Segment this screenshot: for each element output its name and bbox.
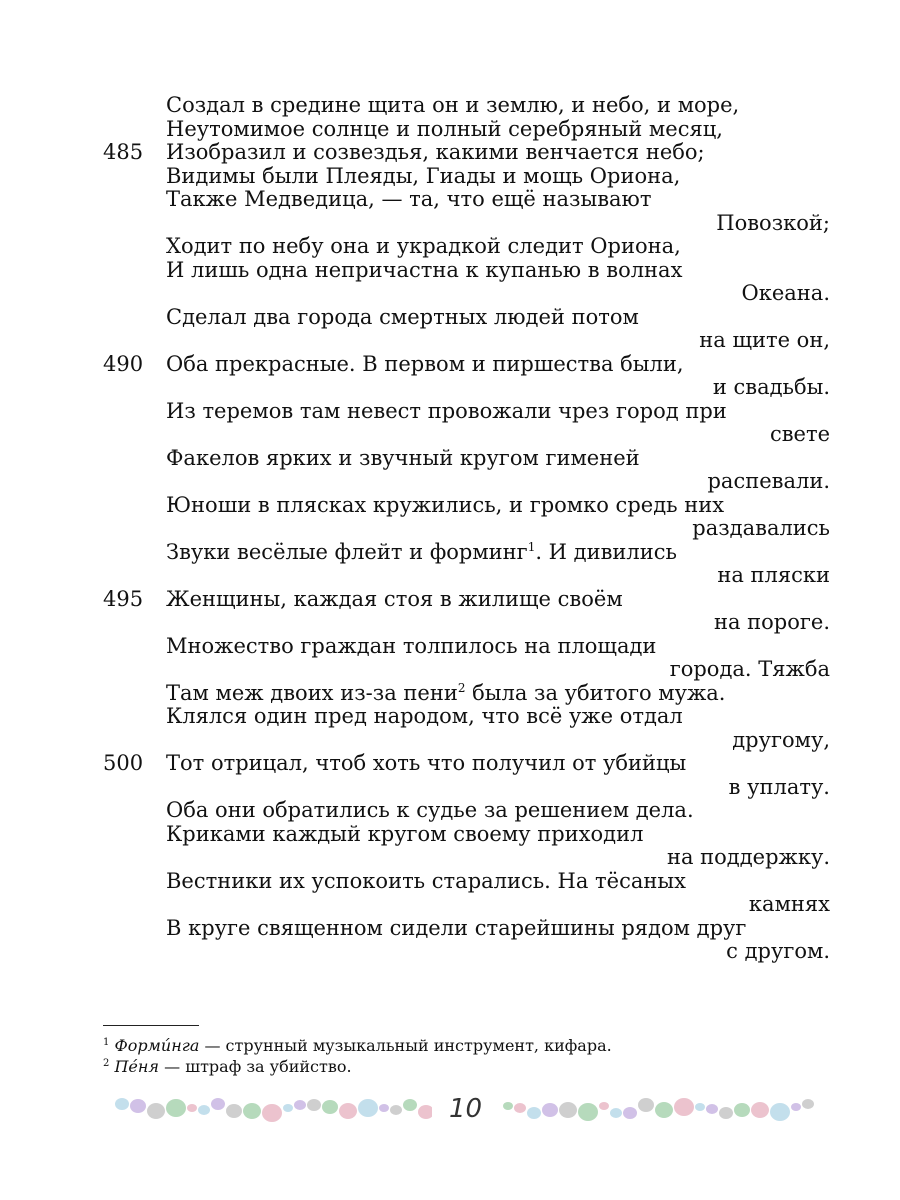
- decor-dot: [514, 1103, 526, 1113]
- decor-dot: [734, 1103, 750, 1117]
- verse-text-part: Также Медведица, — та, что ещё называют: [166, 187, 652, 211]
- decor-dot: [211, 1098, 225, 1110]
- verse-text: [166, 917, 746, 941]
- verse-continuation: Океана.: [741, 281, 830, 305]
- dot-ornament-right: [500, 1092, 820, 1128]
- verse-text: [166, 752, 686, 776]
- verse-continuation: свете: [769, 422, 830, 446]
- verse-text-part: Вестники их успокоить старались. На тёсаных: [166, 868, 686, 893]
- footnote-definition: — струнный музыкальный инструмент, кифара.: [199, 1036, 612, 1055]
- verse-text: [166, 306, 639, 330]
- verse-text-part: была за убитого мужа.: [465, 680, 726, 705]
- verse-text: [166, 870, 686, 894]
- verse-text-part: Женщины, каждая стоя в жилище своём: [166, 586, 623, 611]
- poem-line: [0, 776, 900, 800]
- decor-dot: [294, 1100, 306, 1110]
- verse-text-part: Факелов ярких и звучный кругом гименей: [166, 445, 640, 470]
- decor-dot: [379, 1104, 389, 1112]
- decor-dot: [559, 1102, 577, 1118]
- decor-dot: [751, 1102, 769, 1118]
- decor-dot: [695, 1103, 705, 1111]
- verse-continuation: распевали.: [707, 469, 830, 493]
- verse-text-part: В круге священном сидели старейшины рядом друг: [166, 915, 747, 940]
- verse-text-part: И лишь одна непричастна к купанью в волнах: [166, 257, 683, 282]
- poem-line: [0, 306, 900, 330]
- decor-dot: [674, 1098, 694, 1116]
- decor-dot: [403, 1099, 417, 1111]
- footnote-mark: 1: [103, 1037, 110, 1048]
- poem-line: [0, 282, 900, 306]
- decor-dot: [542, 1103, 558, 1117]
- verse-text-part: Ходит по небу она и украдкой следит Ориона,: [166, 234, 681, 258]
- poem-line: [0, 517, 900, 541]
- decor-dot: [147, 1103, 165, 1119]
- verse-text-part: Оба они обратились к судье за решением дела.: [166, 798, 694, 822]
- verse-text: [166, 259, 682, 283]
- verse-text: [166, 494, 724, 518]
- verse-text-part: Юноши в плясках кружились, и громко средь них: [166, 492, 725, 517]
- poem-line: [0, 259, 900, 283]
- verse-text-part: Создал в средине щита он и землю, и небо, и море,: [166, 93, 740, 117]
- verse-text: [166, 235, 681, 259]
- decor-dot: [130, 1099, 146, 1113]
- poem-line: [0, 188, 900, 212]
- poem-line: [0, 212, 900, 236]
- poem-line: [0, 682, 900, 706]
- footnote-2: [103, 1056, 612, 1077]
- decor-dot: [358, 1099, 378, 1117]
- poem-line: [0, 635, 900, 659]
- decor-dot: [418, 1105, 432, 1119]
- poem-line: [0, 588, 900, 612]
- verse-text-part: Изобразил и созвездья, какими венчается небо;: [166, 140, 705, 164]
- line-number: 495: [103, 586, 144, 611]
- decor-dot: [339, 1103, 357, 1119]
- poem-line: [0, 823, 900, 847]
- decor-dot: [187, 1104, 197, 1112]
- verse-text: [166, 353, 684, 377]
- verse-text: [166, 447, 640, 471]
- decor-dot: [243, 1103, 261, 1119]
- decor-dot: [390, 1105, 402, 1115]
- verse-text: [166, 705, 683, 729]
- dot-ornament-left: [112, 1092, 432, 1128]
- verse-text: [166, 823, 643, 847]
- poem-line: [0, 118, 900, 142]
- poem-line: [0, 893, 900, 917]
- footnote-term: Пе́ня: [114, 1057, 160, 1076]
- decor-dot: [527, 1107, 541, 1119]
- poem-line: [0, 564, 900, 588]
- verse-text: [166, 141, 705, 165]
- verse-text-part: Там меж двоих из-за пени: [166, 680, 458, 705]
- line-number: 500: [103, 751, 144, 775]
- verse-text-part: Из теремов там невест провожали чрез город при: [166, 398, 727, 423]
- decor-dot: [115, 1098, 129, 1110]
- decor-dot: [638, 1098, 654, 1112]
- verse-text: [166, 799, 694, 823]
- decor-dot: [706, 1104, 718, 1114]
- verse-continuation: камнях: [748, 892, 830, 916]
- verse-text: [166, 588, 623, 612]
- verse-text: [166, 541, 677, 565]
- verse-text: [166, 118, 723, 142]
- decor-dot: [503, 1102, 513, 1110]
- verse-continuation: и свадьбы.: [712, 375, 830, 399]
- verse-text-part: Тот отрицал, чтоб хоть что получил от убийцы: [166, 751, 687, 775]
- verse-text: [166, 400, 727, 424]
- verse-text-part: Оба прекрасные. В первом и пиршества были,: [166, 351, 684, 376]
- poem-line: [0, 329, 900, 353]
- verse-continuation: в уплату.: [728, 774, 830, 799]
- verse-continuation: Повозкой;: [716, 210, 830, 235]
- decor-dot: [719, 1107, 733, 1119]
- poem-text: [0, 94, 900, 964]
- poem-line: [0, 705, 900, 729]
- line-number: 485: [103, 140, 144, 164]
- decor-dot: [262, 1104, 282, 1122]
- decor-dot: [791, 1103, 801, 1111]
- decor-dot: [166, 1099, 186, 1117]
- footnote-reference: 1: [527, 539, 536, 554]
- decor-dot: [599, 1102, 609, 1110]
- poem-line: [0, 470, 900, 494]
- poem-line: [0, 141, 900, 165]
- verse-text: [166, 94, 739, 118]
- poem-line: [0, 729, 900, 753]
- verse-text: [166, 682, 725, 706]
- verse-text-part: Сделал два города смертных людей потом: [166, 304, 639, 329]
- verse-continuation: раздавались: [692, 516, 830, 540]
- poem-line: [0, 752, 900, 776]
- poem-line: [0, 165, 900, 189]
- verse-text-part: . И дивились: [535, 539, 677, 564]
- decor-dot: [770, 1103, 790, 1121]
- verse-text-part: Видимы были Плеяды, Гиады и мощь Ориона,: [166, 163, 681, 188]
- poem-line: [0, 940, 900, 964]
- verse-text-part: Клялся один пред народом, что всё уже отдал: [166, 704, 683, 728]
- footnote-reference: 2: [457, 680, 466, 695]
- decor-dot: [307, 1099, 321, 1111]
- page-number: 10: [449, 1094, 483, 1124]
- verse-text: [166, 165, 680, 189]
- decor-dot: [198, 1105, 210, 1115]
- verse-text-part: Криками каждый кругом своему приходил: [166, 821, 644, 846]
- poem-line: [0, 376, 900, 400]
- footnote-1: [103, 1035, 612, 1056]
- footnote-definition: — штраф за убийство.: [159, 1057, 352, 1076]
- verse-text-part: Множество граждан толпилось на площади: [166, 633, 657, 658]
- verse-continuation: на щите он,: [699, 328, 830, 352]
- poem-line: [0, 423, 900, 447]
- decor-dot: [578, 1103, 598, 1121]
- verse-continuation: на пляски: [717, 563, 830, 587]
- verse-text: [166, 635, 656, 659]
- verse-continuation: города. Тяжба: [669, 657, 830, 681]
- line-number: 490: [103, 351, 144, 376]
- verse-continuation: на поддержку.: [666, 845, 830, 869]
- footnote-mark: 2: [103, 1058, 110, 1069]
- poem-line: [0, 400, 900, 424]
- poem-line: [0, 917, 900, 941]
- decor-dot: [610, 1108, 622, 1118]
- poem-line: [0, 611, 900, 635]
- verse-text-part: Звуки весёлые флейт и форминг: [166, 539, 528, 564]
- verse-continuation: другому,: [732, 727, 830, 752]
- poem-line: [0, 658, 900, 682]
- poem-line: [0, 447, 900, 471]
- poem-line: [0, 235, 900, 259]
- decor-dot: [623, 1107, 637, 1119]
- decor-dot: [802, 1099, 814, 1109]
- decor-dot: [655, 1102, 673, 1118]
- poem-line: [0, 494, 900, 518]
- decor-dot: [226, 1104, 242, 1118]
- decor-dot: [283, 1104, 293, 1112]
- decor-dot: [322, 1100, 338, 1114]
- footnotes: [103, 1035, 612, 1077]
- poem-line: [0, 541, 900, 565]
- footnote-divider: [103, 1025, 199, 1026]
- verse-continuation: на пороге.: [713, 610, 830, 634]
- poem-line: [0, 870, 900, 894]
- poem-line: [0, 799, 900, 823]
- poem-line: [0, 353, 900, 377]
- footnote-term: Форми́нга: [114, 1036, 200, 1055]
- poem-line: [0, 94, 900, 118]
- verse-text: [166, 188, 651, 212]
- verse-continuation: с другом.: [726, 939, 830, 963]
- poem-line: [0, 846, 900, 870]
- verse-text-part: Неутомимое солнце и полный серебряный месяц,: [166, 116, 723, 141]
